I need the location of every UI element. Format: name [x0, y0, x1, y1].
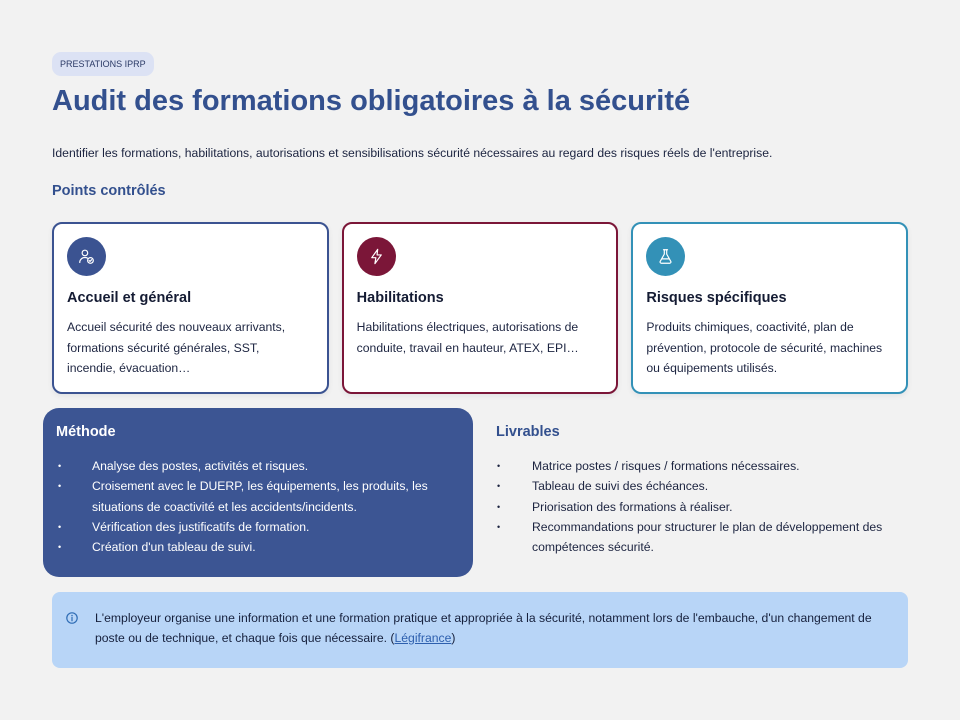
- deliverables-list-item: • Recommandations pour structurer le plan de développement des compétences sécurité.: [496, 517, 908, 558]
- flask-icon: [646, 237, 685, 276]
- points-heading: Points contrôlés: [52, 183, 166, 199]
- page-subtitle: Identifier les formations, habilitations, autorisations et sensibilisations sécurité nécessaires au regard des risques réels de l'entreprise.: [52, 146, 773, 160]
- category-badge: PRESTATIONS IPRP: [52, 52, 154, 76]
- card-text: Produits chimiques, coactivité, plan de prévention, protocole de sécurité, machines ou équipements utilisés.: [646, 320, 883, 375]
- method-list-item: • Croisement avec le DUERP, les équipements, les produits, les situations de coactivité et les accidents/incidents.: [56, 476, 457, 517]
- method-heading: Méthode: [56, 424, 116, 440]
- card-text: Habilitations électriques, autorisations de conduite, travail en hauteur, ATEX, EPI…: [356, 320, 579, 355]
- info-icon: [66, 612, 78, 624]
- method-list-item: • Analyse des postes, activités et risques.: [56, 456, 457, 476]
- user-check-icon: [67, 237, 106, 276]
- deliverables-panel: [496, 408, 908, 577]
- source-open: (: [390, 631, 395, 645]
- source-close: ): [451, 631, 456, 645]
- legal-notice: [52, 592, 908, 668]
- method-panel: [43, 408, 473, 577]
- card-accueil-general: [52, 222, 329, 394]
- deliverables-list: [496, 456, 908, 557]
- points-cards: [52, 222, 908, 394]
- deliverables-list-item: • Priorisation des formations à réaliser.: [496, 497, 908, 517]
- notice-text: L'employeur organise une information et une formation pratique et appropriée à la sécurité, notamment lors de l'embauche, d'un changement de poste ou de technique, et chaque fois que nécessaire.: [95, 611, 872, 645]
- method-list-item: • Vérification des justificatifs de formation.: [56, 517, 457, 537]
- deliverables-list-item: • Matrice postes / risques / formations nécessaires.: [496, 456, 908, 476]
- deliverables-list-item: • Tableau de suivi des échéances.: [496, 476, 908, 496]
- method-list-item: • Création d'un tableau de suivi.: [56, 537, 457, 557]
- card-habilitations: [342, 222, 619, 394]
- method-list: [56, 456, 457, 557]
- lightning-icon: [357, 237, 396, 276]
- card-risques-specifiques: [631, 222, 908, 394]
- card-title: Habilitations: [356, 290, 444, 306]
- card-title: Accueil et général: [67, 290, 192, 306]
- card-title: Risques spécifiques: [646, 290, 787, 306]
- card-text: Accueil sécurité des nouveaux arrivants, formations sécurité générales, SST, incendie, évacuation…: [67, 320, 286, 375]
- page-title: Audit des formations obligatoires à la sécurité: [52, 85, 691, 117]
- deliverables-heading: Livrables: [496, 424, 560, 440]
- source-link[interactable]: Légifrance: [394, 631, 452, 645]
